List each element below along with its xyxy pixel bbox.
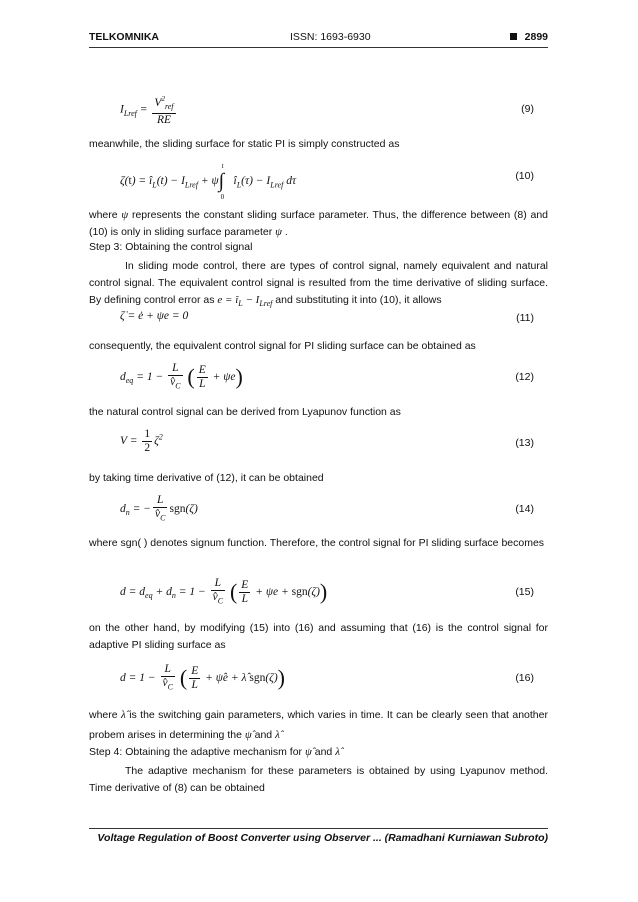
fraction: $\frac{E}{L}$ <box>198 363 206 390</box>
equation-10: $\zeta(t) = î_L(t) - I_{Lref} + \psi$ t ∫ 0 $î_L(\tau) - I_{Lref}$ dτ <box>120 162 297 201</box>
equation-number-14: (14) <box>515 503 534 515</box>
equation-number-13: (13) <box>515 437 534 449</box>
lambda-hat-symbol: λ̂ <box>335 746 340 758</box>
equation-number-12: (12) <box>515 371 534 383</box>
equation-number-10: (10) <box>515 170 534 182</box>
paragraph: The adaptive mechanism for these parameters is obtained by using Lyapunov method. Time derivative of (8) can be obtained <box>89 765 548 794</box>
equation-15: $d = d_{eq} + d_n = 1$ − $\frac{L}{v̂_C}$ ( $\frac{E}{L}$ + ψe + sgn(ζ)) <box>120 577 328 606</box>
page-header <box>89 31 548 48</box>
fraction: $\frac{L}{v̂_C}$ <box>170 362 181 391</box>
equation-number-15: (15) <box>515 586 534 598</box>
paragraph: where sgn( ) denotes signum function. Therefore, the control signal for PI sliding surface becomes <box>89 537 545 549</box>
fraction: $\frac{E}{L}$ <box>191 664 199 691</box>
paragraph: by taking time derivative of (12), it can be obtained <box>89 472 324 484</box>
paragraph <box>89 258 548 312</box>
footer-divider <box>89 828 548 829</box>
paragraph: the natural control signal can be derived from Lyapunov function as <box>89 406 401 418</box>
issn: ISSN: 1693-6930 <box>290 31 371 43</box>
fraction: $\frac{L}{v̂_C}$ <box>212 577 224 606</box>
equation-9: $I_{Lref}$ = $\frac{V^2_{ref}}{RE}$ <box>120 95 174 127</box>
psi-symbol: ψ <box>121 209 129 221</box>
equation-number-9: (9) <box>521 103 534 115</box>
page-number-wrap <box>510 31 548 43</box>
text-run: where <box>89 209 118 221</box>
lambda-hat-symbol: λ̂ <box>275 729 280 741</box>
fraction: $\frac{1}{2}$ <box>144 428 151 454</box>
equation-14: $d_n$ = − $\frac{L}{v̂_C}$ sgn(ζ) <box>120 494 198 523</box>
text-run: and substituting it into (10), it allows <box>275 294 442 306</box>
fraction: $\frac{L}{v̂_C}$ <box>155 494 166 523</box>
paragraph: where ψ represents the constant sliding surface parameter. Thus, the difference between (8) and (10) is only in sliding surface parameter ψ . <box>89 209 549 238</box>
psi-hat-symbol: ψ̂ <box>244 729 252 741</box>
equation-12: $d_{eq} = 1$ − $\frac{L}{v̂_C}$ ( $\frac{E}{L}$ + ψe) <box>120 362 243 391</box>
text-run: and <box>314 746 333 758</box>
psi-symbol: ψ <box>275 226 283 238</box>
paragraph <box>89 705 548 745</box>
equation-11: ζ̇ = ė + ψe = 0 <box>120 310 189 322</box>
lambda-hat-symbol: λ̂ <box>121 709 126 721</box>
text-run: represents the constant sliding surface parameter. Thus, the difference between (8) and (10) is only in sliding surface parameter <box>89 209 549 238</box>
text-run: where <box>89 709 118 721</box>
step-heading: Step 3: Obtaining the control signal <box>89 241 253 253</box>
text-run: In sliding mode control, there are types of control signal, namely equivalent and natural control signal. The equivalent control signal is resulted from the time derivative of sliding surface. By defining control error as <box>89 260 548 306</box>
psi-hat-symbol: ψ̂ <box>304 746 312 758</box>
journal-name: TELKOMNIKA <box>89 31 159 43</box>
text-run: Step 4: Obtaining the adaptive mechanism for <box>89 746 303 758</box>
inline-equation: $e = î_L - I_{Lref}$ <box>217 294 273 309</box>
paragraph: consequently, the equivalent control signal for PI sliding surface can be obtained as <box>89 340 476 352</box>
fraction: $\frac{E}{L}$ <box>241 578 249 605</box>
square-bullet-icon <box>510 33 517 40</box>
page-number: 2899 <box>524 31 548 43</box>
equation-16: d = 1 − $\frac{L}{v̂_C}$ ( $\frac{E}{L}$ + ψ̂e + λ̂ sgn(ζ)) <box>120 663 285 692</box>
text-run: is the switching gain parameters, which varies in time. It can be clearly seen that another probem arises in determining the <box>89 709 548 741</box>
fraction: $\frac{L}{v̂_C}$ <box>162 663 173 692</box>
paragraph: meanwhile, the sliding surface for static PI is simply constructed as <box>89 138 400 150</box>
paragraph: on the other hand, by modifying (15) into (16) and assuming that (16) is the control signal for adaptive PI sliding surface as <box>89 622 548 651</box>
equation-number-16: (16) <box>515 672 534 684</box>
page-footer: Voltage Regulation of Boost Converter using Observer ... (Ramadhani Kurniawan Subroto) <box>97 832 548 844</box>
text-run: and <box>254 729 273 741</box>
step-heading <box>89 746 340 758</box>
equation-13: V = $\frac{1}{2}$ $\zeta^2$ <box>120 428 163 454</box>
equation-number-11: (11) <box>516 312 534 324</box>
fraction: $\frac{V^2_{ref}}{RE}$ <box>154 95 174 127</box>
